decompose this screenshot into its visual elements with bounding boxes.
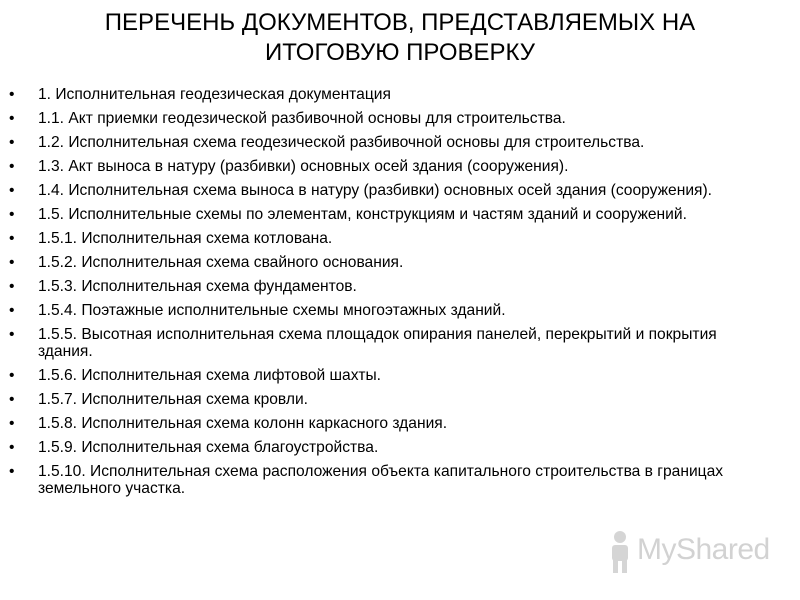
list-item-text: 1.5.6. Исполнительная схема лифтовой шахты. <box>38 367 382 384</box>
bullet-icon: • <box>9 439 15 456</box>
bullet-icon: • <box>9 391 15 408</box>
list-item-text: 1.2. Исполнительная схема геодезической разбивочной основы для строительства. <box>38 134 645 151</box>
list-item-text: 1.5.5. Высотная исполнительная схема площадок опирания панелей, перекрытий и покрытия здания. <box>38 326 717 360</box>
list-item <box>0 230 800 247</box>
bullet-icon: • <box>9 230 15 247</box>
list-item-text: 1.5.1. Исполнительная схема котлована. <box>38 230 333 247</box>
bullet-icon: • <box>9 206 15 223</box>
list-item-text: 1.5.4. Поэтажные исполнительные схемы многоэтажных зданий. <box>38 302 506 319</box>
bullet-icon: • <box>9 134 15 151</box>
bullet-icon: • <box>9 158 15 175</box>
bullet-icon: • <box>9 415 15 432</box>
watermark-logo <box>603 526 773 576</box>
list-item <box>0 206 800 223</box>
list-item-text: 1.1. Акт приемки геодезической разбивочной основы для строительства. <box>38 110 566 127</box>
bullet-icon: • <box>9 182 15 199</box>
list-item-text: 1.5. Исполнительные схемы по элементам, конструкциям и частям зданий и сооружений. <box>38 206 687 223</box>
list-item-text: 1.5.8. Исполнительная схема колонн каркасного здания. <box>38 415 448 432</box>
list-item-text: 1.3. Акт выноса в натуру (разбивки) основных осей здания (сооружения). <box>38 158 569 175</box>
bullet-icon: • <box>9 278 15 295</box>
list-item <box>0 182 800 199</box>
list-item-text: 1.4. Исполнительная схема выноса в натуру (разбивки) основных осей здания (сооружения). <box>38 182 713 199</box>
list-item-text: 1.5.10. Исполнительная схема расположения объекта капитального строительства в границах земельного участка. <box>38 463 724 497</box>
list-item <box>0 110 800 127</box>
list-item-text: 1.5.2. Исполнительная схема свайного основания. <box>38 254 404 271</box>
list-item <box>0 134 800 151</box>
bullet-icon: • <box>9 86 15 103</box>
bullet-icon: • <box>9 110 15 127</box>
list-item <box>0 302 800 319</box>
list-item <box>0 158 800 175</box>
watermark-person-icon <box>603 526 637 576</box>
bullet-icon: • <box>9 254 15 271</box>
list-item-text: 1.5.3. Исполнительная схема фундаментов. <box>38 278 357 295</box>
watermark-text: MyShared <box>637 533 770 566</box>
bullet-icon: • <box>9 367 15 384</box>
document-list <box>0 86 800 504</box>
list-item <box>0 278 800 295</box>
bullet-icon: • <box>9 302 15 319</box>
bullet-icon: • <box>9 463 15 480</box>
list-item <box>0 463 800 497</box>
list-item <box>0 326 800 360</box>
list-item <box>0 86 800 103</box>
list-item-text: 1. Исполнительная геодезическая документация <box>38 86 391 103</box>
list-item <box>0 254 800 271</box>
page-title: ПЕРЕЧЕНЬ ДОКУМЕНТОВ, ПРЕДСТАВЛЯЕМЫХ НА ИТОГОВУЮ ПРОВЕРКУ <box>104 9 696 66</box>
bullet-icon: • <box>9 326 15 343</box>
list-item-text: 1.5.9. Исполнительная схема благоустройства. <box>38 439 379 456</box>
list-item <box>0 415 800 432</box>
list-item <box>0 391 800 408</box>
list-item <box>0 367 800 384</box>
list-item <box>0 439 800 456</box>
list-item-text: 1.5.7. Исполнительная схема кровли. <box>38 391 309 408</box>
